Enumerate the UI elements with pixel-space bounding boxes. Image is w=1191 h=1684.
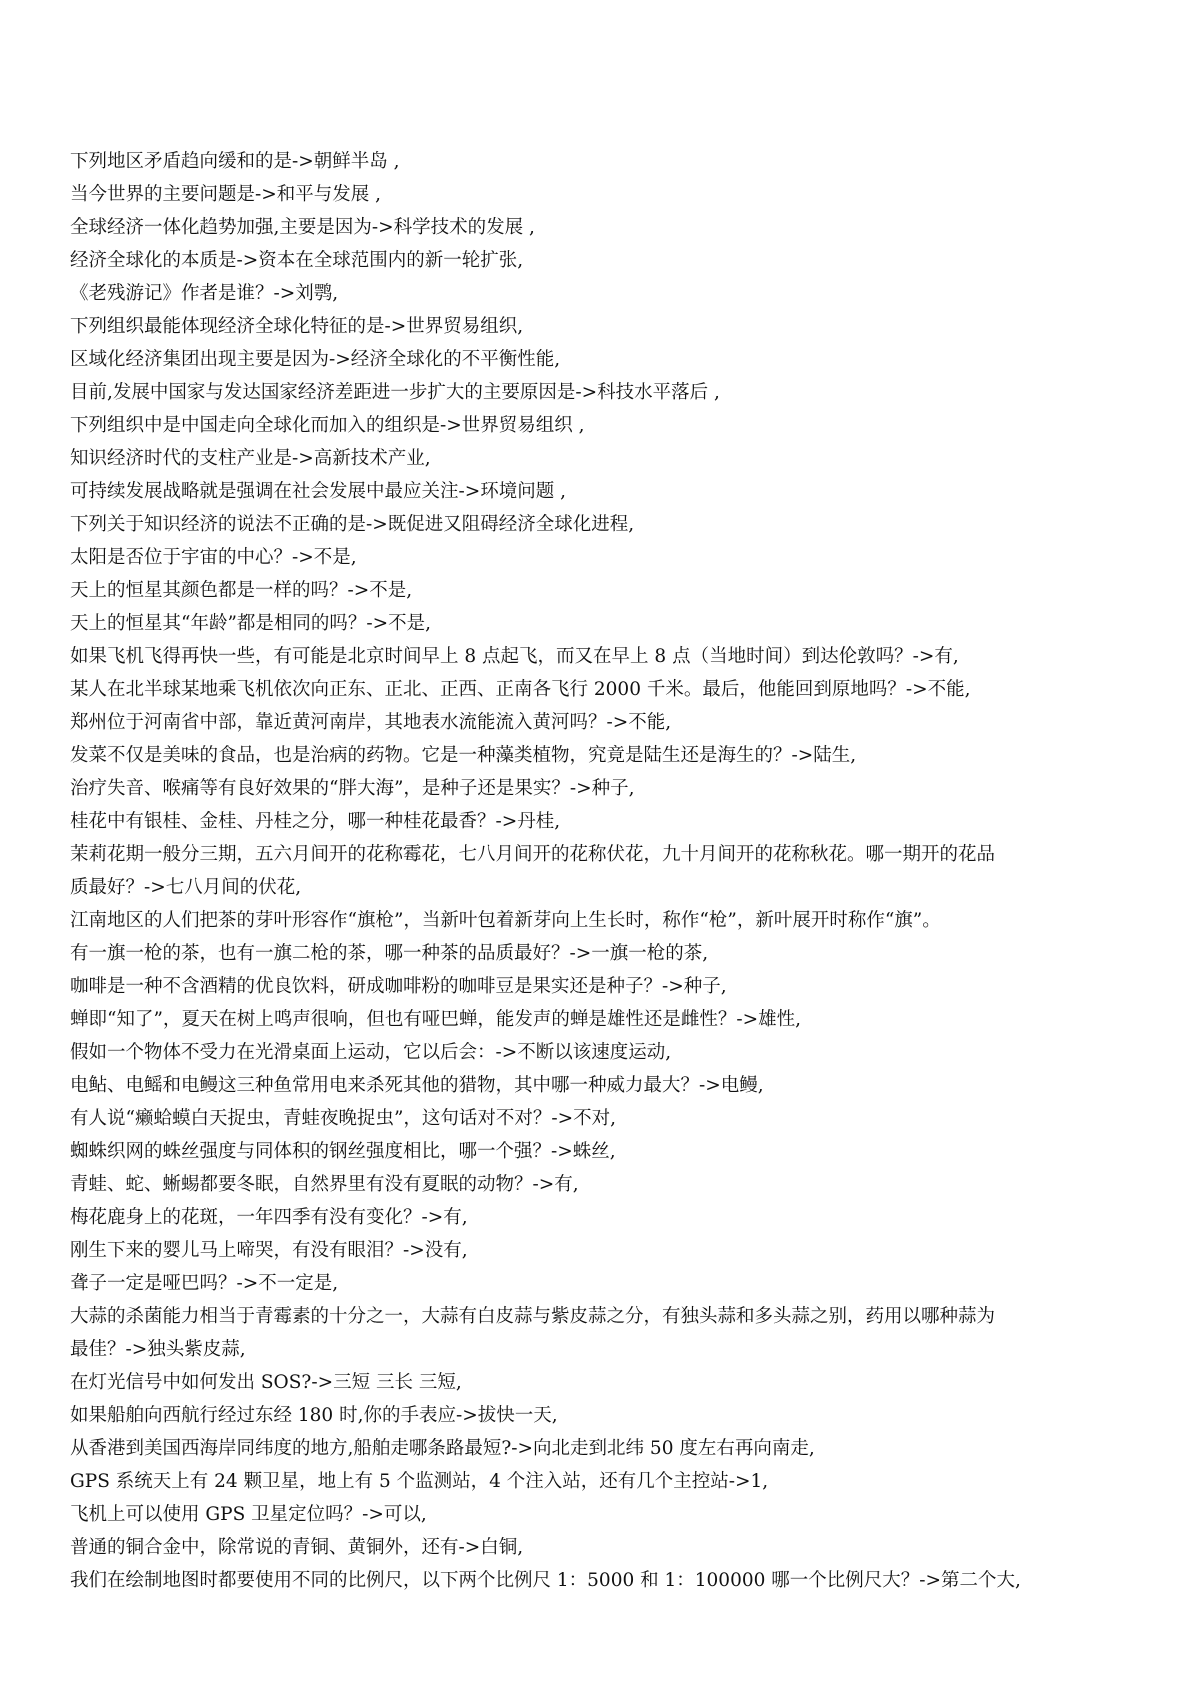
text-line: 天上的恒星其“年龄”都是相同的吗？->不是,	[70, 613, 432, 634]
text-line: 从香港到美国西海岸同纬度的地方,船舶走哪条路最短?->向北走到北纬 50 度左右再向南走,	[70, 1438, 815, 1459]
text-line: 咖啡是一种不含酒精的优良饮料，研成咖啡粉的咖啡豆是果实还是种子？->种子,	[70, 976, 727, 997]
text-line: 如果船舶向西航行经过东经 180 时,你的手表应->拔快一天,	[70, 1405, 558, 1426]
text-line: 下列关于知识经济的说法不正确的是->既促进又阻碍经济全球化进程,	[70, 514, 635, 535]
text-line: 下列组织最能体现经济全球化特征的是->世界贸易组织,	[70, 316, 524, 337]
text-line: 当今世界的主要问题是->和平与发展 ,	[70, 184, 382, 205]
text-line: 郑州位于河南省中部，靠近黄河南岸，其地表水流能流入黄河吗？->不能,	[70, 712, 672, 733]
text-line: 知识经济时代的支柱产业是->高新技术产业,	[70, 448, 431, 469]
text-line: 某人在北半球某地乘飞机依次向正东、正北、正西、正南各飞行 2000 千米。最后，他能回到原地吗？->不能,	[70, 679, 971, 700]
text-line: 电鲇、电鳐和电鳗这三种鱼常用电来杀死其他的猎物，其中哪一种威力最大？->电鳗,	[70, 1075, 764, 1096]
text-line: 大蒜的杀菌能力相当于青霉素的十分之一，大蒜有白皮蒜与紫皮蒜之分，有独头蒜和多头蒜之别，药用以哪种蒜为	[70, 1306, 996, 1327]
text-line: 桂花中有银桂、金桂、丹桂之分，哪一种桂花最香？->丹桂,	[70, 811, 561, 832]
text-line: 飞机上可以使用 GPS 卫星定位吗？->可以,	[70, 1504, 427, 1525]
text-line: 质最好？->七八月间的伏花,	[70, 877, 302, 898]
text-line: 茉莉花期一般分三期，五六月间开的花称霉花，七八月间开的花称伏花，九十月间开的花称秋花。哪一期开的花品	[70, 844, 996, 865]
text-line: 下列地区矛盾趋向缓和的是->朝鲜半岛 ,	[70, 151, 400, 172]
text-line: 如果飞机飞得再快一些，有可能是北京时间早上 8 点起飞，而又在早上 8 点（当地时间）到达伦敦吗？->有,	[70, 646, 959, 667]
text-line: 普通的铜合金中，除常说的青铜、黄铜外，还有->白铜,	[70, 1537, 524, 1558]
text-line: 青蛙、蛇、蜥蜴都要冬眠，自然界里有没有夏眠的动物？->有,	[70, 1174, 579, 1195]
text-line: 蜘蛛织网的蛛丝强度与同体积的钢丝强度相比，哪一个强？->蛛丝,	[70, 1141, 616, 1162]
text-line: 聋子一定是哑巴吗？->不一定是,	[70, 1273, 339, 1294]
text-line: 假如一个物体不受力在光滑桌面上运动，它以后会：->不断以该速度运动,	[70, 1042, 672, 1063]
text-line: 可持续发展战略就是强调在社会发展中最应关注->环境问题 ,	[70, 481, 567, 502]
text-line: GPS 系统天上有 24 颗卫星，地上有 5 个监测站，4 个注入站，还有几个主控站->1,	[70, 1471, 769, 1492]
text-line: 目前,发展中国家与发达国家经济差距进一步扩大的主要原因是->科技水平落后 ,	[70, 382, 720, 403]
text-line: 治疗失音、喉痛等有良好效果的“胖大海”，是种子还是果实？->种子,	[70, 778, 635, 799]
text-line: 江南地区的人们把茶的芽叶形容作“旗枪”，当新叶包着新芽向上生长时，称作“枪”，新叶展开时称作“旗”。	[70, 910, 941, 931]
document-body	[70, 145, 1130, 1597]
text-line: 有人说“癞蛤蟆白天捉虫，青蛙夜晚捉虫”，这句话对不对？->不对,	[70, 1108, 617, 1129]
text-line: 我们在绘制地图时都要使用不同的比例尺，以下两个比例尺 1：5000 和 1：100000 哪一个比例尺大？->第二个大,	[70, 1570, 1021, 1591]
text-line: 梅花鹿身上的花斑，一年四季有没有变化？->有,	[70, 1207, 468, 1228]
text-line: 在灯光信号中如何发出 SOS?->三短 三长 三短,	[70, 1372, 462, 1393]
text-line: 经济全球化的本质是->资本在全球范围内的新一轮扩张,	[70, 250, 524, 271]
text-line: 有一旗一枪的茶，也有一旗二枪的茶，哪一种茶的品质最好？->一旗一枪的茶,	[70, 943, 709, 964]
text-line: 《老残游记》作者是谁？->刘鹗,	[70, 283, 339, 304]
text-line: 太阳是否位于宇宙的中心？->不是,	[70, 547, 357, 568]
text-line: 区域化经济集团出现主要是因为->经济全球化的不平衡性能,	[70, 349, 561, 370]
text-line: 下列组织中是中国走向全球化而加入的组织是->世界贸易组织 ,	[70, 415, 585, 436]
text-line: 发菜不仅是美味的食品，也是治病的药物。它是一种藻类植物，究竟是陆生还是海生的？->陆生,	[70, 745, 857, 766]
text-line: 最佳？->独头紫皮蒜,	[70, 1339, 246, 1360]
text-line: 天上的恒星其颜色都是一样的吗？->不是,	[70, 580, 413, 601]
text-line: 刚生下来的婴儿马上啼哭，有没有眼泪？->没有,	[70, 1240, 468, 1261]
text-line: 蝉即“知了”，夏天在树上鸣声很响，但也有哑巴蝉，能发声的蝉是雄性还是雌性？->雄性,	[70, 1009, 802, 1030]
text-line: 全球经济一体化趋势加强,主要是因为->科学技术的发展 ,	[70, 217, 535, 238]
